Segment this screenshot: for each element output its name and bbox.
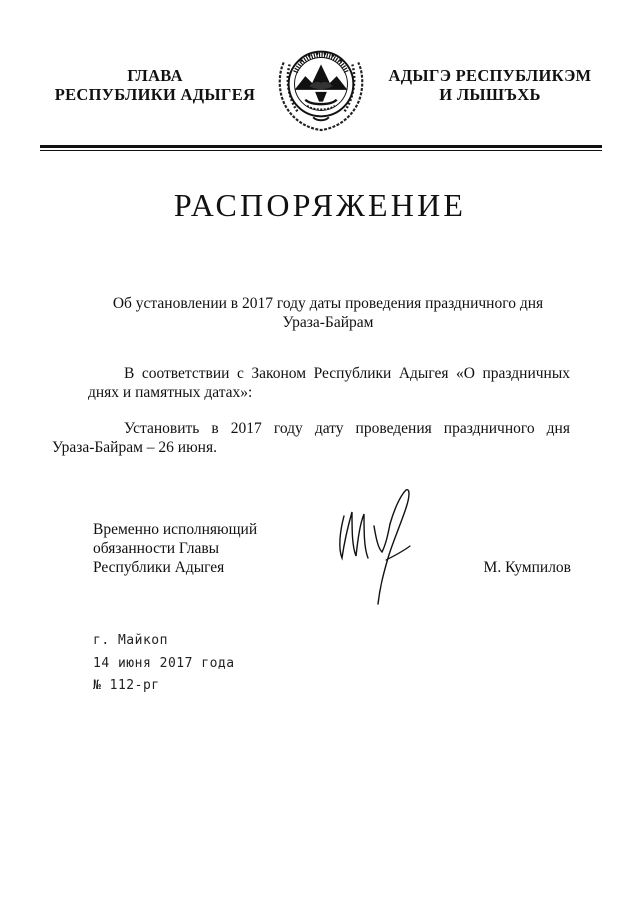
subject-line1: Об установлении в 2017 году даты проведения праздничного дня [112,295,544,312]
handwritten-signature-icon [330,486,420,608]
header-right-line2: И ЛЫШЪХЬ [439,85,541,104]
coat-of-arms-icon [272,35,370,133]
signer-name: М. Кумпилов [483,559,571,576]
footer-date: 14 июня 2017 года [93,656,235,671]
header-right [386,66,594,104]
body-paragraph-1: В соответствии с Законом Республики Адыгея «О праздничных днях и памятных датах»: [88,365,570,401]
signatory-line1: Временно исполняющий [93,521,258,538]
signatory-line3: Республики Адыгея [93,559,225,576]
header-right-line1: АДЫГЭ РЕСПУБЛИКЭМ [388,66,592,85]
paragraph-2-line2: Ураза-Байрам – 26 июня. [52,439,217,456]
header-left-line1: ГЛАВА [127,66,183,85]
subject-line2: Ураза-Байрам [282,314,374,331]
header-divider-thin [40,150,602,151]
signatory-title [93,520,257,577]
header-left-line2: РЕСПУБЛИКИ АДЫГЕЯ [54,85,256,104]
body-paragraph-2 [52,419,570,457]
signatory-line2: обязанности Главы [93,540,220,557]
header-left [40,66,270,104]
footer-number: № 112-рг [93,678,160,693]
document-subject [88,294,568,332]
paragraph-2-line1: Установить в 2017 году дату проведения праздничного дня [124,420,570,437]
footer-place: г. Майкоп [93,633,168,648]
header-divider-thick [40,145,602,148]
document-title: РАСПОРЯЖЕНИЕ [173,187,467,223]
